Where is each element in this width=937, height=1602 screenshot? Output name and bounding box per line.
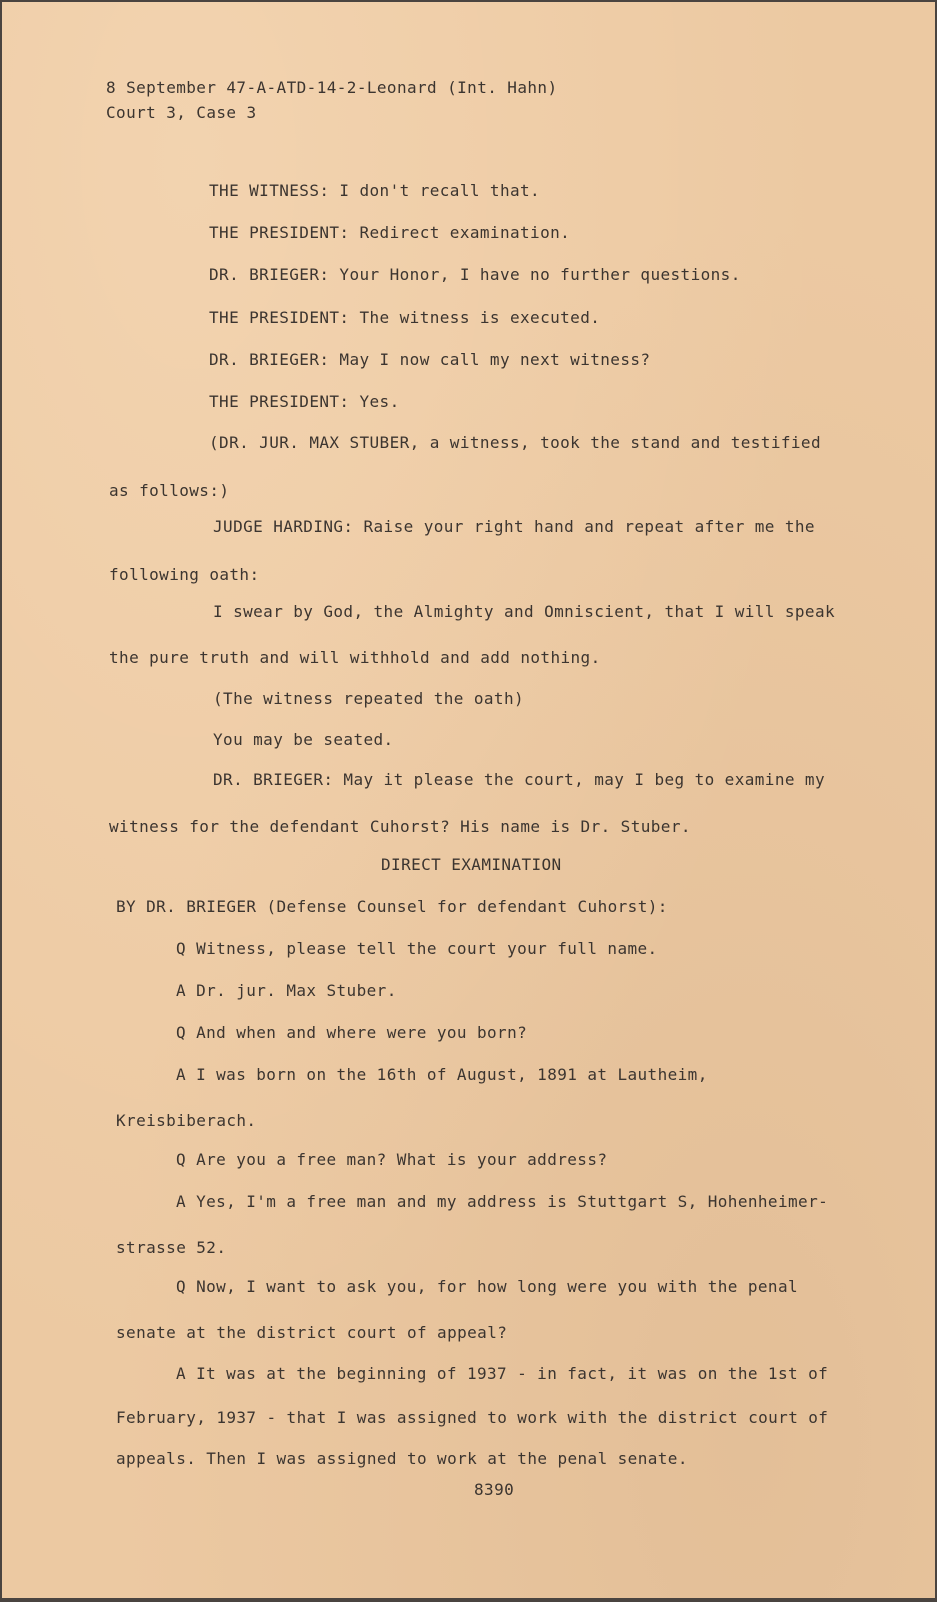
transcript-line: appeals. Then I was assigned to work at the penal senate. <box>116 1449 688 1468</box>
transcript-line: I swear by God, the Almighty and Omniscient, that I will speak <box>213 602 836 621</box>
header-line-2: Court 3, Case 3 <box>106 103 257 122</box>
transcript-line: the pure truth and will withhold and add nothing. <box>109 648 601 667</box>
transcript-line: BY DR. BRIEGER (Defense Counsel for defendant Cuhorst): <box>116 897 668 916</box>
transcript-line: strasse 52. <box>116 1238 227 1257</box>
transcript-line: witness for the defendant Cuhorst? His name is Dr. Stuber. <box>109 817 691 836</box>
transcript-line: February, 1937 - that I was assigned to work with the district court of <box>116 1408 829 1427</box>
transcript-line: JUDGE HARDING: Raise your right hand and repeat after me the <box>213 517 815 536</box>
document-page <box>2 2 935 1598</box>
transcript-line: following oath: <box>109 565 260 584</box>
transcript-line: Kreisbiberach. <box>116 1111 257 1130</box>
transcript-line: Q Witness, please tell the court your full name. <box>176 939 658 958</box>
transcript-line: A Dr. jur. Max Stuber. <box>176 981 397 1000</box>
transcript-line: Q And when and where were you born? <box>176 1023 528 1042</box>
transcript-line: Q Are you a free man? What is your address? <box>176 1150 608 1169</box>
transcript-line: DR. BRIEGER: Your Honor, I have no further questions. <box>209 265 741 284</box>
transcript-line: DR. BRIEGER: May it please the court, may I beg to examine my <box>213 770 826 789</box>
transcript-line: Q Now, I want to ask you, for how long were you with the penal <box>176 1277 799 1296</box>
transcript-line: You may be seated. <box>213 730 394 749</box>
page-number: 8390 <box>474 1480 515 1499</box>
transcript-line: as follows:) <box>109 481 230 500</box>
transcript-line: A It was at the beginning of 1937 - in fact, it was on the 1st of <box>176 1364 829 1383</box>
header-line-1: 8 September 47-A-ATD-14-2-Leonard (Int. Hahn) <box>106 78 558 97</box>
transcript-line: THE PRESIDENT: Yes. <box>209 392 400 411</box>
transcript-line: senate at the district court of appeal? <box>116 1323 508 1342</box>
section-heading: DIRECT EXAMINATION <box>381 855 562 874</box>
transcript-line: A I was born on the 16th of August, 1891 at Lautheim, <box>176 1065 708 1084</box>
transcript-line: (The witness repeated the oath) <box>213 689 525 708</box>
transcript-line: THE PRESIDENT: Redirect examination. <box>209 223 571 242</box>
transcript-line: (DR. JUR. MAX STUBER, a witness, took the stand and testified <box>209 433 822 452</box>
transcript-line: DR. BRIEGER: May I now call my next witness? <box>209 350 651 369</box>
transcript-line: A Yes, I'm a free man and my address is Stuttgart S, Hohenheimer- <box>176 1192 829 1211</box>
transcript-line: THE WITNESS: I don't recall that. <box>209 181 541 200</box>
transcript-line: THE PRESIDENT: The witness is executed. <box>209 308 601 327</box>
